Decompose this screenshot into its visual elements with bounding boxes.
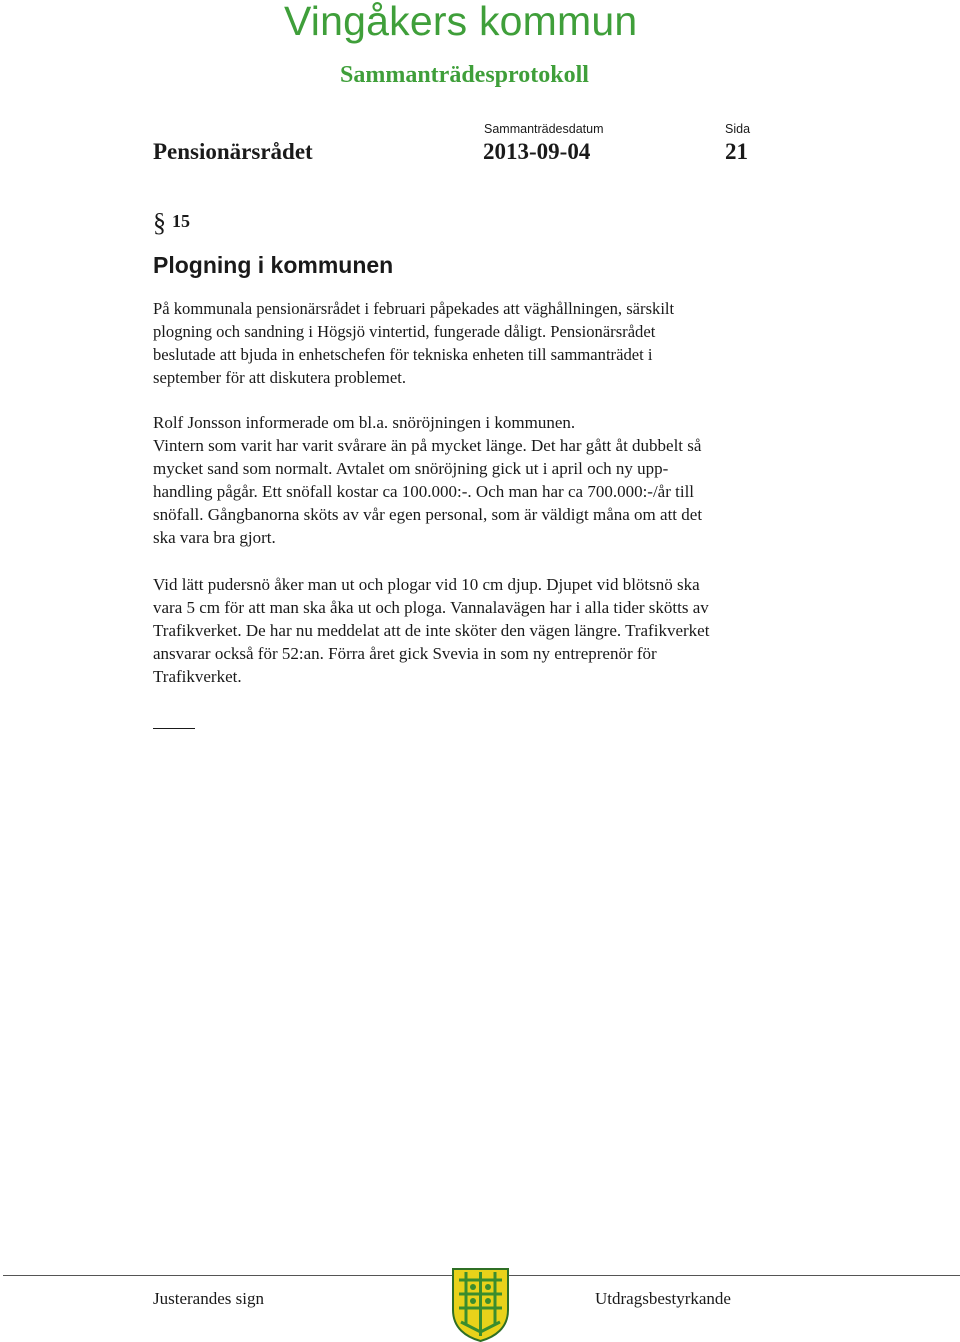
meeting-date: 2013-09-04 <box>483 139 591 164</box>
paragraph-line: vara 5 cm för att man ska åka ut och ploga. Vannalavägen har i alla tider skötts av <box>153 598 709 617</box>
footer-signature-label: Justerandes sign <box>153 1289 264 1308</box>
municipal-coat-of-arms-icon <box>451 1266 510 1342</box>
page-label: Sida <box>725 122 751 136</box>
paragraph-line: Vid lätt pudersnö åker man ut och plogar vid 10 cm djup. Djupet vid blötsnö ska <box>153 575 700 594</box>
section-marker <box>153 206 190 236</box>
paragraph-line: ska vara bra gjort. <box>153 528 276 547</box>
paragraph-line: september för att diskutera problemet. <box>153 368 406 387</box>
org-title: Vingåkers kommun <box>284 0 638 44</box>
end-of-section-rule <box>153 728 195 729</box>
section-sign: § <box>153 208 166 237</box>
paragraph-line: mycket sand som normalt. Avtalet om snöröjning gick ut i april och ny upp- <box>153 459 669 478</box>
paragraph-line: snöfall. Gångbanorna sköts av vår egen personal, som är väldigt måna om att det <box>153 505 703 524</box>
section-number: 15 <box>172 210 190 231</box>
page-number: 21 <box>725 139 748 164</box>
paragraph-line: ansvarar också för 52:an. Förra året gick Svevia in som ny entreprenör för <box>153 644 657 663</box>
paragraph-line: Trafikverket. De har nu meddelat att de inte sköter den vägen längre. Trafikverket <box>153 621 710 640</box>
paragraph-line: Trafikverket. <box>153 667 242 686</box>
paragraph-snow-depth <box>153 573 813 688</box>
footer-certification-label: Utdragsbestyrkande <box>595 1289 731 1308</box>
section-heading: Plogning i kommunen <box>153 252 394 278</box>
paragraph-background <box>153 297 813 389</box>
paragraph-line: plogning och sandning i Högsjö vintertid, fungerade dåligt. Pensionärsrådet <box>153 322 656 341</box>
paragraph-line: På kommunala pensionärsrådet i februari påpekades att väghållningen, särskilt <box>153 299 675 318</box>
paragraph-line: Rolf Jonsson informerade om bl.a. snöröjningen i kommunen. <box>153 413 576 432</box>
paragraph-line: Vintern som varit har varit svårare än på mycket länge. Det har gått åt dubbelt så <box>153 436 702 455</box>
document-type: Sammanträdesprotokoll <box>340 62 589 88</box>
body-name: Pensionärsrådet <box>153 139 313 164</box>
paragraph-line: beslutade att bjuda in enhetschefen för tekniska enheten till sammanträdet i <box>153 345 653 364</box>
paragraph-information <box>153 411 813 549</box>
date-label: Sammanträdesdatum <box>484 122 604 136</box>
paragraph-line: handling pågår. Ett snöfall kostar ca 100.000:-. Och man har ca 700.000:-/år till <box>153 482 695 501</box>
